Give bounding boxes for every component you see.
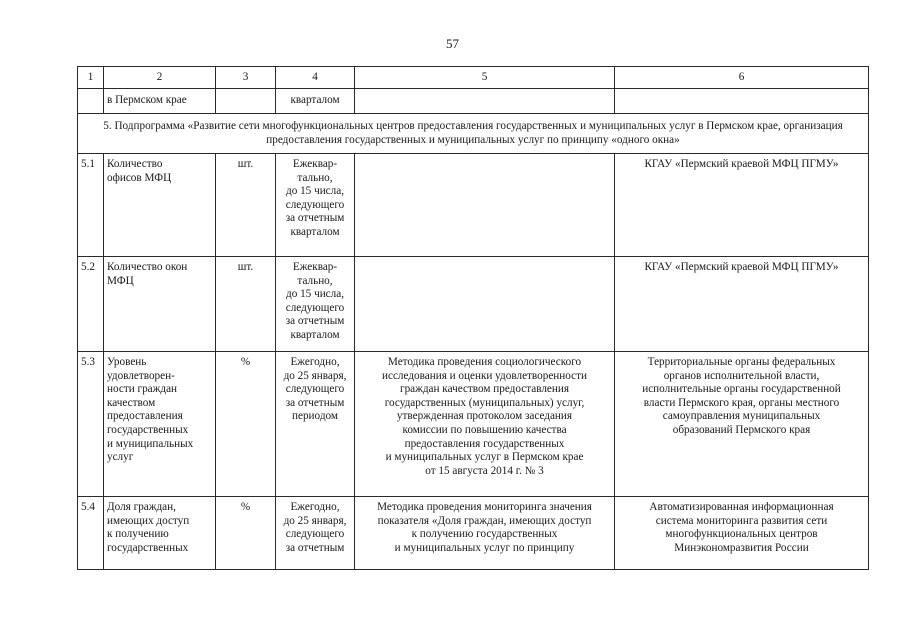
table-row [78,154,869,257]
section-title: 5. Подпрограмма «Развитие сети многофункциональных центров предоставления государственных и муниципальных услуг в Пермском крае, организация предоставления государственных и муниципальных услуг по принципу «одного окна» [78,114,869,154]
header-col-2: 2 [104,67,216,89]
data-source: Автоматизированная информационная система мониторинга развития сети многофункциональных центров Минэкономразвития России [615,497,869,570]
continuation-name: в Пермском крае [104,89,216,114]
data-source: Территориальные органы федеральных органов исполнительной власти, исполнительные органы государственной власти Пермского края, органы местного самоуправления муниципальных образований Пермского края [615,352,869,497]
indicator-name: Уровень удовлетворен- ности граждан качеством предоставления государственных и муниципальных услуг [104,352,216,497]
unit-of-measure: шт. [216,154,276,257]
calculation-method [355,257,615,352]
header-col-5: 5 [355,67,615,89]
continuation-source [615,89,869,114]
table-row [78,497,869,570]
reporting-period: Ежегодно, до 25 января, следующего за отчетным [276,497,355,570]
calculation-method: Методика проведения социологического исследования и оценки удовлетворенности граждан качеством предоставления государственных (муниципальных) услуг, утвержденная протоколом заседания комиссии по повышению качества предоставления государственных и муниципальных услуг в Пермском крае от 15 августа 2014 г. № 3 [355,352,615,497]
continuation-method [355,89,615,114]
row-number: 5.3 [78,352,104,497]
continuation-num [78,89,104,114]
header-col-1: 1 [78,67,104,89]
data-source: КГАУ «Пермский краевой МФЦ ПГМУ» [615,257,869,352]
unit-of-measure: % [216,352,276,497]
indicator-name: Количество окон МФЦ [104,257,216,352]
reporting-period: Ежеквар- тально, до 15 числа, следующего за отчетным кварталом [276,257,355,352]
table-row [78,257,869,352]
indicator-name: Количество офисов МФЦ [104,154,216,257]
reporting-period: Ежеквар- тально, до 15 числа, следующего за отчетным кварталом [276,154,355,257]
continuation-period: кварталом [276,89,355,114]
header-col-4: 4 [276,67,355,89]
reporting-period: Ежегодно, до 25 января, следующего за отчетным периодом [276,352,355,497]
continuation-unit [216,89,276,114]
unit-of-measure: шт. [216,257,276,352]
data-source: КГАУ «Пермский краевой МФЦ ПГМУ» [615,154,869,257]
calculation-method [355,154,615,257]
table-header-row [78,67,869,89]
row-number: 5.1 [78,154,104,257]
header-col-3: 3 [216,67,276,89]
page-number: 57 [446,36,459,51]
header-col-6: 6 [615,67,869,89]
table-row [78,352,869,497]
row-number: 5.2 [78,257,104,352]
indicators-table [77,66,869,570]
unit-of-measure: % [216,497,276,570]
continuation-row [78,89,869,114]
calculation-method: Методика проведения мониторинга значения показателя «Доля граждан, имеющих доступ к получению государственных и муниципальных услуг по принципу [355,497,615,570]
indicator-name: Доля граждан, имеющих доступ к получению государственных [104,497,216,570]
section-row [78,114,869,154]
row-number: 5.4 [78,497,104,570]
